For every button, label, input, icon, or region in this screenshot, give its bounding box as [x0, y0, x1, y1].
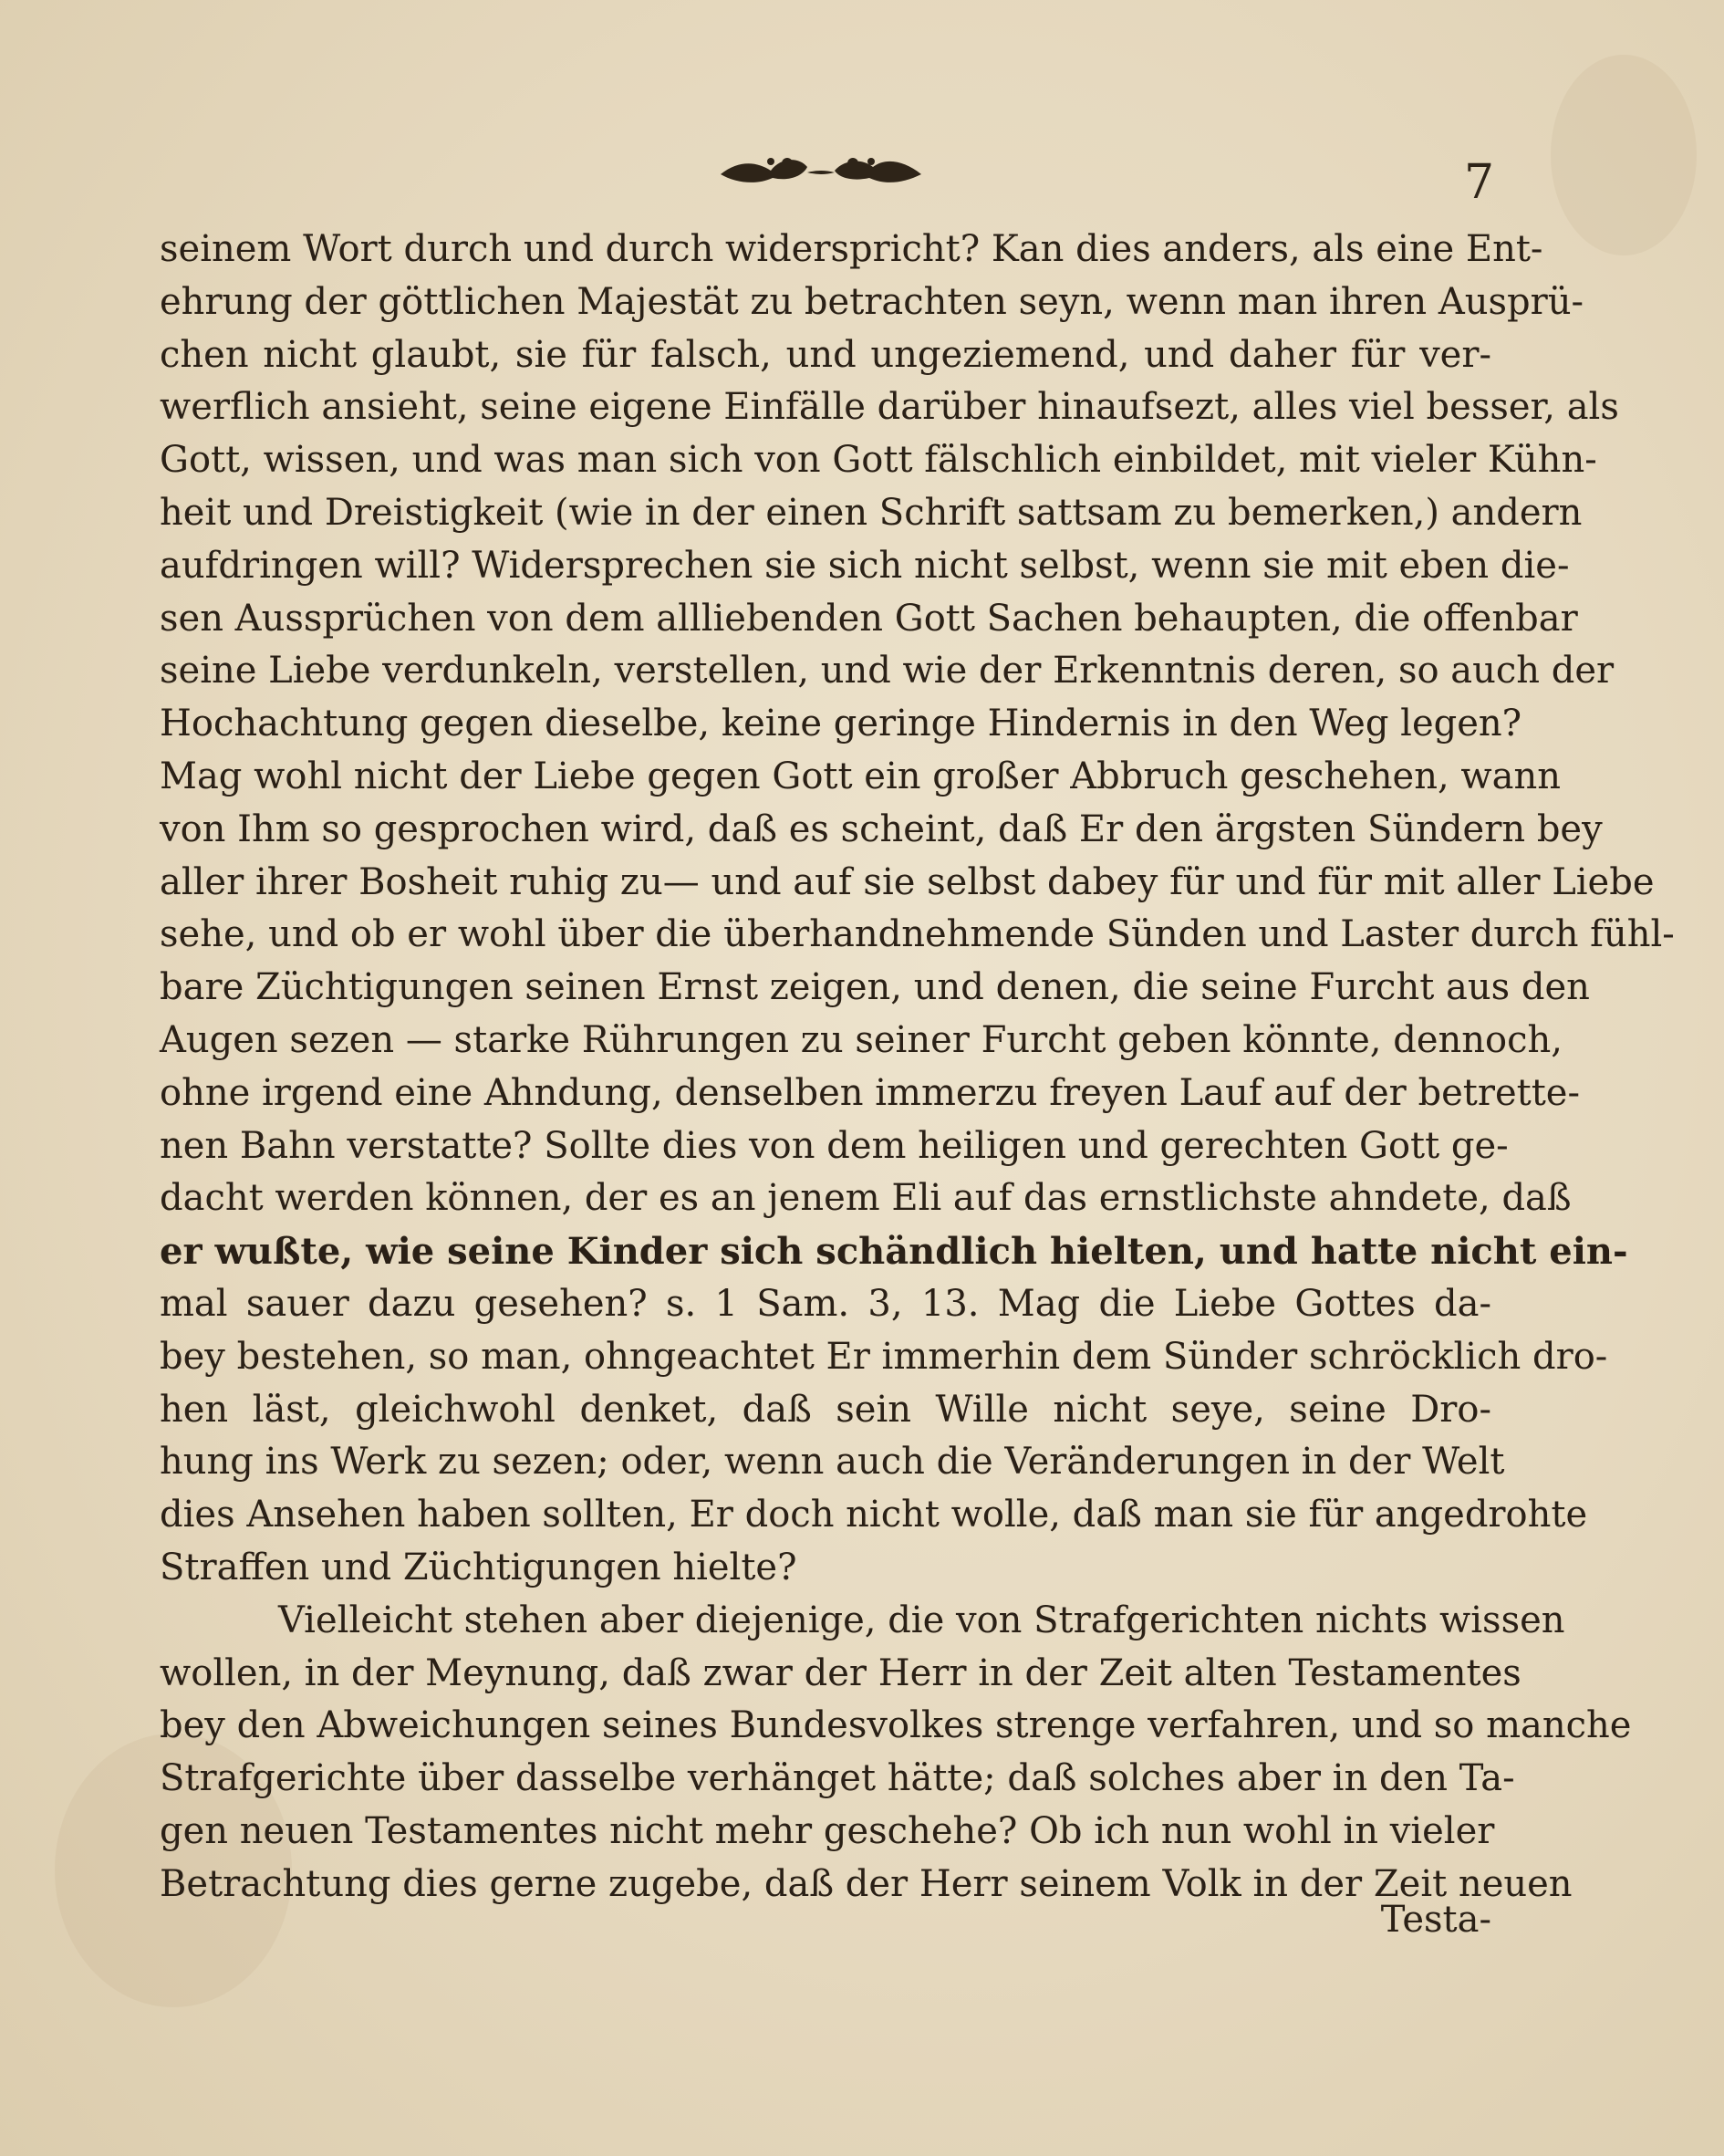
text-line: aufdringen will? Widersprechen sie sich nicht selbst, wenn sie mit eben die-	[160, 544, 1570, 587]
text-line: wollen, in der Meynung, daß zwar der Herr in der Zeit alten Testamentes	[160, 1651, 1521, 1694]
text-line: chen nicht glaubt, sie für falsch, und ungeziemend, und daher für ver-	[160, 333, 1491, 376]
text-line: Mag wohl nicht der Liebe gegen Gott ein großer Abbruch geschehen, wann	[160, 755, 1561, 797]
text-line: bare Züchtigungen seinen Ernst zeigen, und denen, die seine Furcht aus den	[160, 966, 1590, 1009]
body-text	[160, 224, 1675, 1911]
text-line: ohne irgend eine Ahndung, denselben immerzu freyen Lauf auf der betrette-	[160, 1071, 1580, 1114]
text-line: hung ins Werk zu sezen; oder, wenn auch die Veränderungen in der Welt	[160, 1441, 1505, 1484]
text-line: Gott, wissen, und was man sich von Gott fälschlich einbildet, mit vieler Kühn-	[160, 439, 1597, 482]
text-line: Strafgerichte über dasselbe verhänget hätte; daß solches aber in den Ta-	[160, 1757, 1515, 1800]
text-line: dies Ansehen haben sollten, Er doch nicht wolle, daß man sie für angedrohte	[160, 1494, 1588, 1536]
text-line: von Ihm so gesprochen wird, daß es scheint, daß Er den ärgsten Sündern bey	[160, 807, 1603, 850]
text-line: seinem Wort durch und durch widerspricht? Kan dies anders, als eine Ent-	[160, 228, 1543, 270]
text-line: gen neuen Testamentes nicht mehr geschehe? Ob ich nun wohl in vieler	[160, 1809, 1495, 1852]
catchword: Testa-	[1380, 1899, 1491, 1941]
fleuron-ornament	[716, 151, 926, 194]
text-line: Straffen und Züchtigungen hielte?	[160, 1546, 797, 1588]
paragraph-start-line: Vielleicht stehen aber diejenige, die von Strafgerichten nichts wissen	[278, 1599, 1565, 1641]
paper-stain	[1551, 55, 1697, 255]
text-line: Betrachtung dies gerne zugebe, daß der Herr seinem Volk in der Zeit neuen	[160, 1862, 1573, 1905]
text-line: ehrung der göttlichen Majestät zu betrachten seyn, wenn man ihren Ausprü-	[160, 280, 1584, 323]
text-line: Augen sezen — starke Rührungen zu seiner Furcht geben könnte, dennoch,	[160, 1018, 1563, 1061]
text-line: bey bestehen, so man, ohngeachtet Er immerhin dem Sünder schröcklich dro-	[160, 1335, 1608, 1378]
text-line: hen läst, gleichwohl denket, daß sein Wille nicht seye, seine Dro-	[160, 1388, 1491, 1431]
text-line: mal sauer dazu gesehen? s. 1 Sam. 3, 13. Mag die Liebe Gottes da-	[160, 1282, 1491, 1325]
text-line: bey den Abweichungen seines Bundesvolkes strenge verfahren, und so manche	[160, 1704, 1632, 1747]
text-line: sen Aussprüchen von dem allliebenden Gott Sachen behaupten, die offenbar	[160, 597, 1578, 640]
text-line: Hochachtung gegen dieselbe, keine geringe Hindernis in den Weg legen?	[160, 703, 1522, 745]
text-line: nen Bahn verstatte? Sollte dies von dem heiligen und gerechten Gott ge-	[160, 1124, 1509, 1167]
text-line: werflich ansieht, seine eigene Einfälle darüber hinaufsezt, alles viel besser, als	[160, 386, 1619, 429]
text-line-emphasis: er wußte, wie seine Kinder sich schändlich hielten, und hatte nicht ein-	[160, 1230, 1628, 1274]
text-line: sehe, und ob er wohl über die überhandnehmende Sünden und Laster durch fühl-	[160, 913, 1675, 956]
text-line: dacht werden können, der es an jenem Eli auf das ernstlichste ahndete, daß	[160, 1177, 1572, 1220]
text-line: heit und Dreistigkeit (wie in der einen Schrift sattsam zu bemerken,) andern	[160, 491, 1583, 534]
page-number: 7	[1464, 155, 1495, 210]
text-line: seine Liebe verdunkeln, verstellen, und wie der Erkenntnis deren, so auch der	[160, 650, 1615, 693]
text-line: aller ihrer Bosheit ruhig zu— und auf sie selbst dabey für und für mit aller Liebe	[160, 860, 1655, 903]
